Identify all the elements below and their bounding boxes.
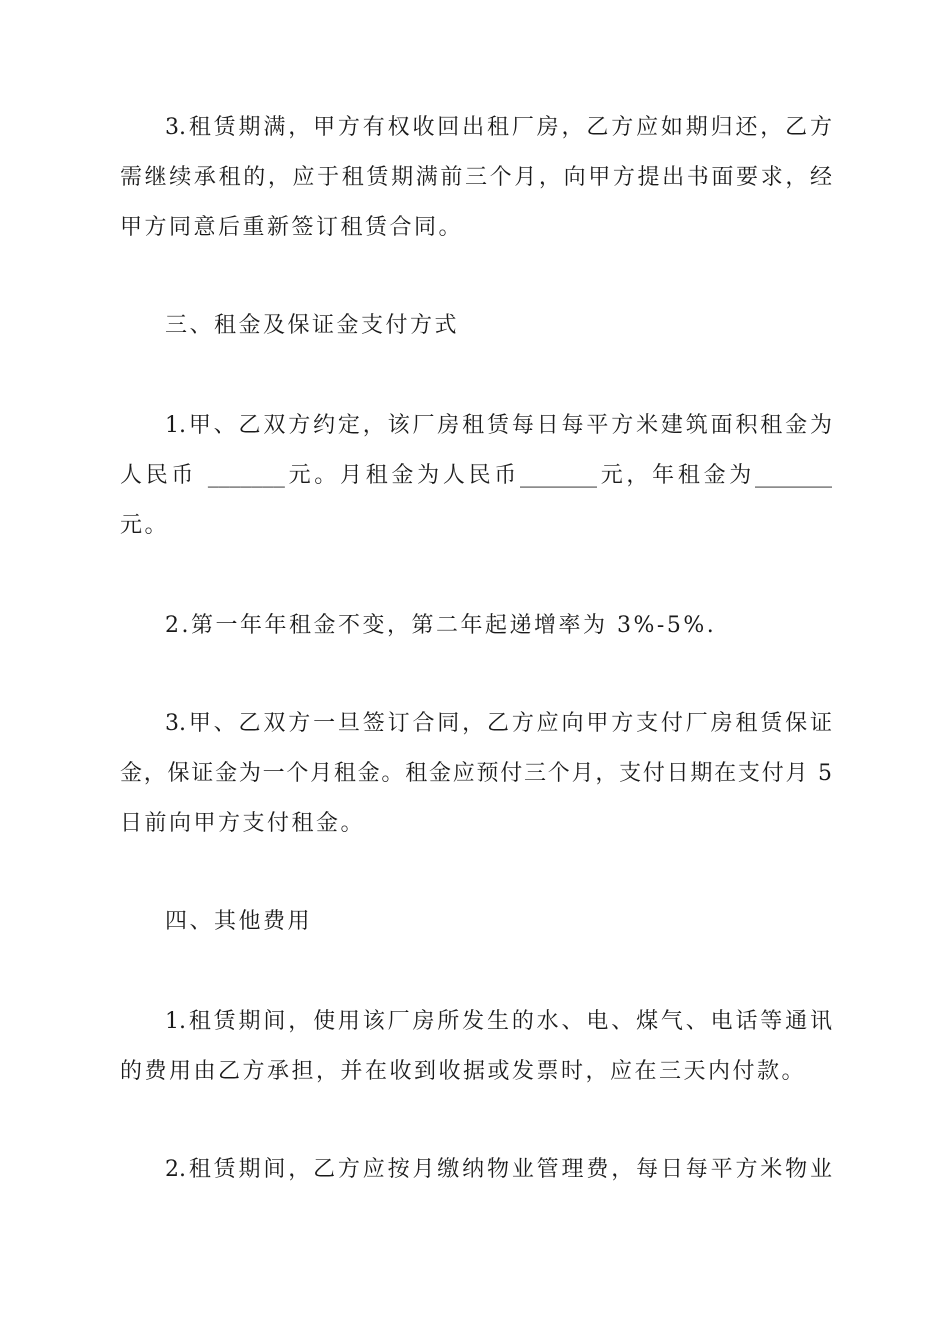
- paragraph-line: 2.租赁期间，乙方应按月缴纳物业管理费，每日每平方米物业: [165, 1157, 832, 1182]
- paragraph-line: 1.租赁期间，使用该厂房所发生的水、电、煤气、电话等通讯: [165, 1009, 832, 1034]
- paragraph-line: 1.甲、乙双方约定，该厂房租赁每日每平方米建筑面积租金为: [165, 413, 832, 438]
- paragraph-line: 2.第一年年租金不变，第二年起递增率为 3%-5%.: [165, 613, 717, 638]
- paragraph-line: 金，保证金为一个月租金。租金应预付三个月，支付日期在支付月 5: [120, 761, 832, 786]
- paragraph-line: 元。: [120, 513, 170, 538]
- paragraph-line: 人民币 _______元。月租金为人民币_______元，年租金为_______: [120, 463, 832, 488]
- paragraph-line: 甲方同意后重新签订租赁合同。: [120, 215, 464, 240]
- paragraph-line: 日前向甲方支付租金。: [120, 811, 366, 836]
- paragraph-line: 需继续承租的，应于租赁期满前三个月，向甲方提出书面要求，经: [120, 165, 832, 190]
- paragraph-line: 的费用由乙方承担，并在收到收据或发票时，应在三天内付款。: [120, 1059, 807, 1084]
- section-heading: 三、租金及保证金支付方式: [165, 313, 460, 338]
- paragraph-line: 3.甲、乙双方一旦签订合同，乙方应向甲方支付厂房租赁保证: [165, 711, 832, 736]
- section-heading: 四、其他费用: [165, 909, 313, 934]
- paragraph-line: 3.租赁期满，甲方有权收回出租厂房，乙方应如期归还，乙方: [165, 115, 832, 140]
